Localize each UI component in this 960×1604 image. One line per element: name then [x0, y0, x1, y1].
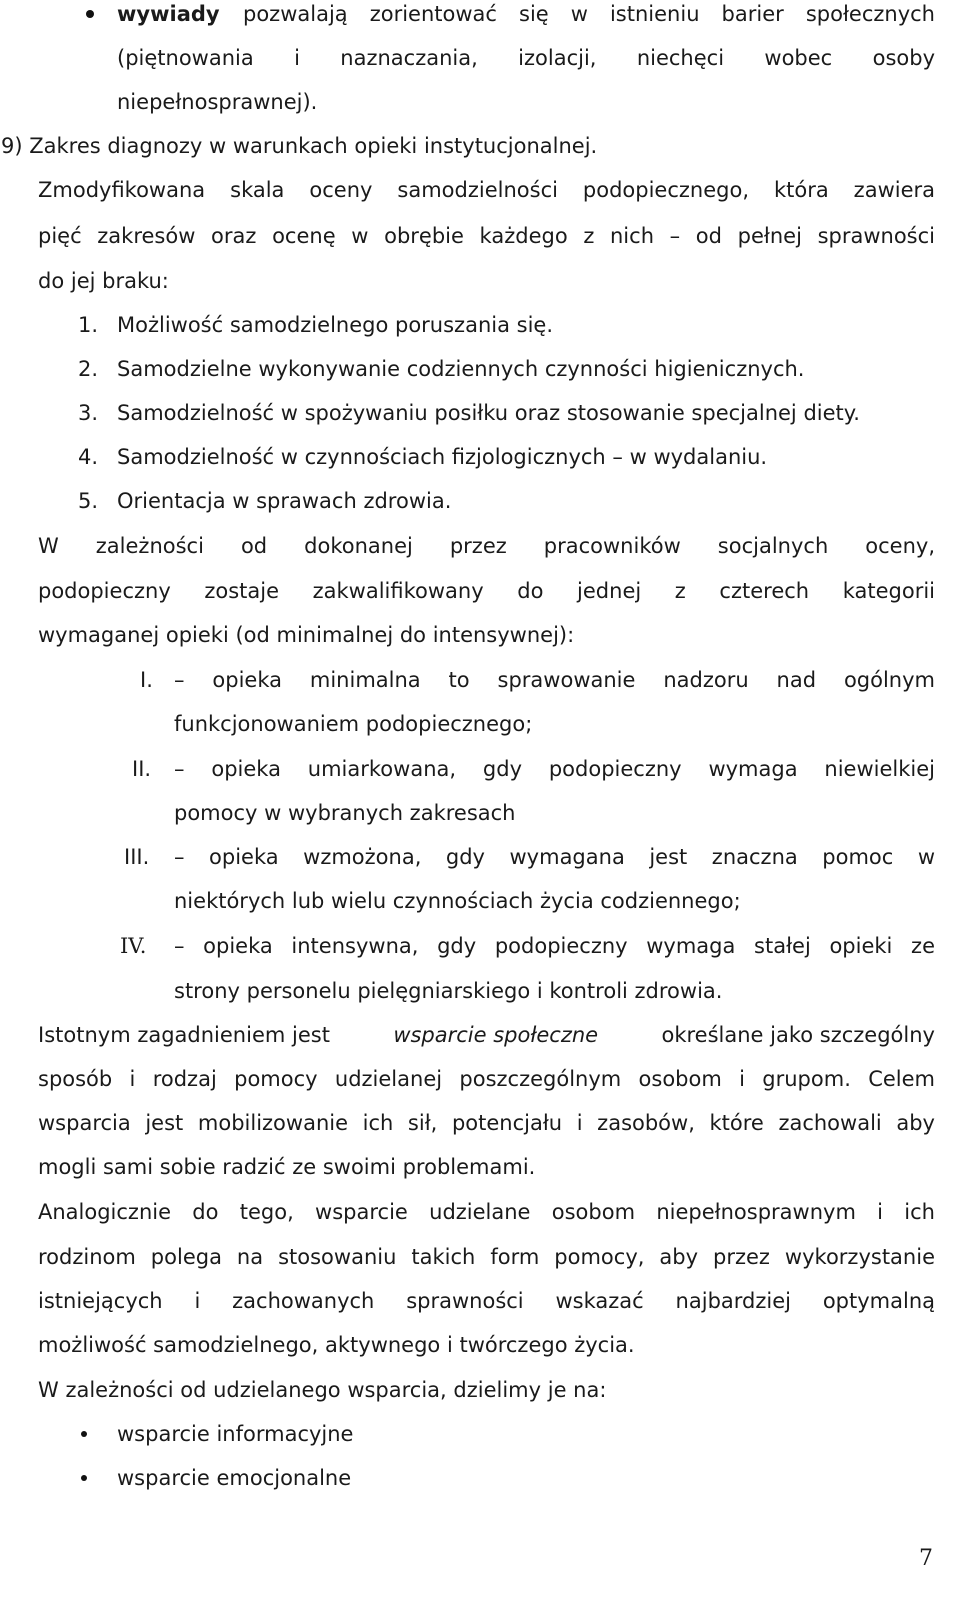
list-item: Samodzielne wykonywanie codziennych czynności higienicznych.	[117, 357, 805, 381]
text-line: wymaganej opieki (od minimalnej do intensywnej):	[38, 623, 575, 647]
text-line	[38, 1109, 935, 1137]
text-line: mogli sami sobie radzić ze swoimi problemami.	[38, 1155, 536, 1179]
text-line: W zależności od udzielanego wsparcia, dzielimy je na:	[38, 1378, 607, 1402]
text-line	[117, 44, 935, 72]
text-line: do jej braku:	[38, 269, 169, 293]
text-line	[38, 1198, 935, 1226]
list-item: Samodzielność w czynnościach fizjologicznych – w wydalaniu.	[117, 445, 768, 469]
text-span: (piętnowania i naznaczania, izolacji, niechęci wobec osoby	[117, 46, 935, 70]
text-line	[38, 222, 935, 250]
text-span: określane jako szczególny	[661, 1023, 935, 1047]
roman-numeral: II.	[132, 757, 152, 781]
text-line	[38, 176, 935, 204]
text-span: Istotnym zagadnieniem jest	[38, 1023, 330, 1047]
category-line: pomocy w wybranych zakresach	[174, 801, 516, 825]
section-heading: 9) Zakres diagnozy w warunkach opieki instytucjonalnej.	[1, 134, 598, 158]
text-span: – opieka minimalna to sprawowanie nadzoru nad ogólnym	[174, 668, 935, 692]
text-span: rodzinom polega na stosowaniu takich form pomocy, aby przez wykorzystanie	[38, 1245, 935, 1269]
text-span: – opieka umiarkowana, gdy podopieczny wymaga niewielkiej	[174, 757, 935, 781]
text-span: Analogicznie do tego, wsparcie udzielane osobom niepełnosprawnym i ich	[38, 1200, 935, 1224]
text-line	[38, 532, 935, 560]
roman-numeral: III.	[124, 845, 150, 869]
list-item: Samodzielność w spożywaniu posiłku oraz stosowanie specjalnej diety.	[117, 401, 860, 425]
text-line	[38, 1243, 935, 1271]
list-number: 1.	[78, 313, 99, 337]
text-span: sposób i rodzaj pomocy udzielanej poszczególnym osobom i grupom. Celem	[38, 1067, 935, 1091]
list-number: 5.	[78, 489, 99, 513]
bold-term: wywiady	[117, 2, 220, 26]
list-item: wsparcie informacyjne	[117, 1422, 354, 1446]
text-span: W zależności od dokonanej przez pracowników socjalnych oceny,	[38, 534, 935, 558]
text-span: istniejących i zachowanych sprawności wskazać najbardziej optymalną	[38, 1289, 935, 1313]
text-span: Zmodyfikowana skala oceny samodzielności podopiecznego, która zawiera	[38, 178, 935, 202]
category-line	[174, 755, 935, 783]
list-item: Orientacja w sprawach zdrowia.	[117, 489, 452, 513]
page-number: 7	[919, 1546, 933, 1571]
category-line: strony personelu pielęgniarskiego i kontroli zdrowia.	[174, 979, 723, 1003]
text-line: pozwalają zorientować się w istnieniu barier społecznych	[243, 2, 935, 26]
text-span: wsparcia jest mobilizowanie ich sił, potencjału i zasobów, które zachowali aby	[38, 1111, 935, 1135]
text-span: – opieka wzmożona, gdy wymagana jest znaczna pomoc w	[174, 845, 935, 869]
text-line	[38, 1287, 935, 1315]
list-number: 3.	[78, 401, 99, 425]
list-number: 2.	[78, 357, 99, 381]
text-span: pięć zakresów oraz ocenę w obrębie każdego z nich – od pełnej sprawności	[38, 224, 935, 248]
list-item: Możliwość samodzielnego poruszania się.	[117, 313, 553, 337]
list-number: 4.	[78, 445, 99, 469]
bullet-dot	[81, 1475, 87, 1481]
category-line	[174, 666, 935, 694]
category-line	[174, 843, 935, 871]
text-line	[38, 1065, 935, 1093]
text-span: – opieka intensywna, gdy podopieczny wymaga stałej opieki ze	[174, 934, 935, 958]
bullet-dot	[81, 1431, 87, 1437]
text-line: niepełnosprawnej).	[117, 90, 318, 114]
italic-term: wsparcie społeczne	[393, 1023, 599, 1047]
text-line	[38, 1021, 935, 1049]
list-item: wsparcie emocjonalne	[117, 1466, 352, 1490]
category-line: niektórych lub wielu czynnościach życia codziennego;	[174, 889, 741, 913]
roman-numeral: I.	[140, 668, 153, 692]
roman-numeral: IV.	[120, 934, 147, 958]
text-span: podopieczny zostaje zakwalifikowany do jednej z czterech kategorii	[38, 579, 935, 603]
bullet-dot	[86, 10, 94, 18]
category-line	[174, 932, 935, 960]
category-line: funkcjonowaniem podopiecznego;	[174, 712, 533, 736]
text-line: możliwość samodzielnego, aktywnego i twórczego życia.	[38, 1333, 635, 1357]
bullet-line	[117, 0, 935, 28]
text-line	[38, 577, 935, 605]
